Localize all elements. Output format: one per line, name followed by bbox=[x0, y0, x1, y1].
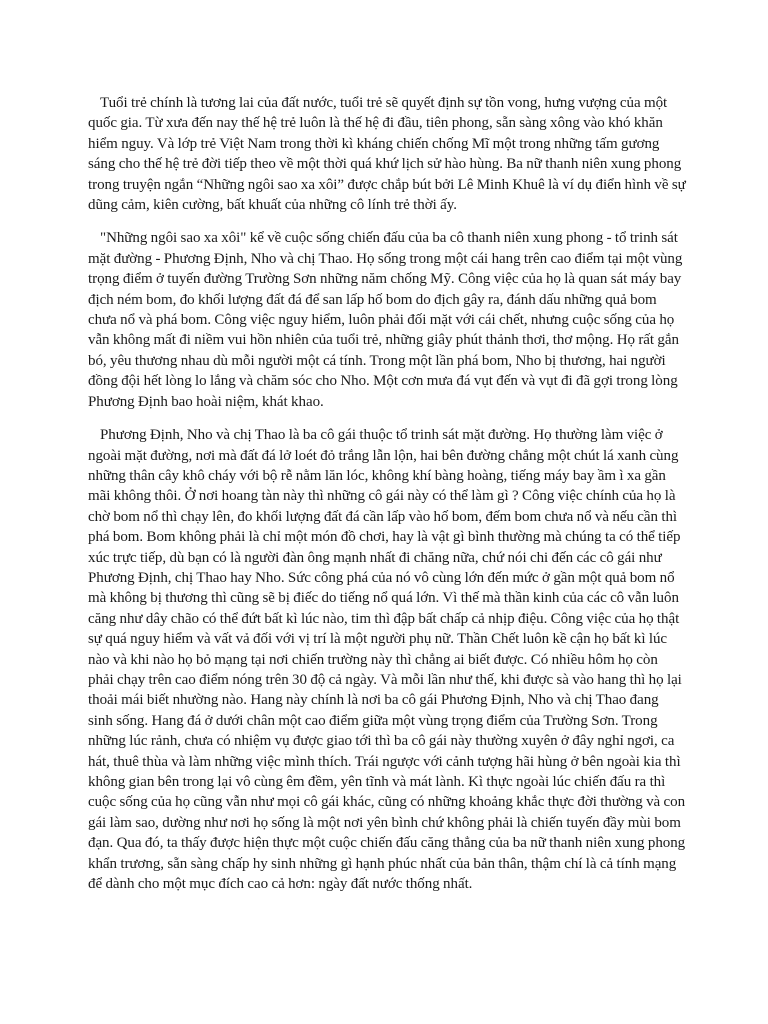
document-page bbox=[88, 93, 686, 907]
paragraph-intro: Tuổi trẻ chính là tương lai của đất nước, tuổi trẻ sẽ quyết định sự tồn vong, hưng vượng của một quốc gia. Từ xưa đến nay thế hệ trẻ luôn là thế hệ đi đầu, tiên phong, sẵn sàng xông vào khó khăn hiểm nguy. Và lớp trẻ Việt Nam trong thời kì kháng chiến chống Mĩ một trong những tấm gương sáng cho thế hệ trẻ đời tiếp theo về một thời quá khứ lịch sử hào hùng. Ba nữ thanh niên xung phong trong truyện ngắn “Những ngôi sao xa xôi” được chắp bút bởi Lê Minh Khuê là ví dụ điển hình về sự dũng cảm, kiên cường, bất khuất của những cô lính trẻ thời ấy. bbox=[88, 95, 686, 214]
paragraph-analysis: Phương Định, Nho và chị Thao là ba cô gái thuộc tổ trinh sát mặt đường. Họ thường làm việc ở ngoài mặt đường, nơi mà đất đá lở loét đỏ trắng lẫn lộn, hai bên đường chẳng một chút lá xanh cùng những thân cây khô cháy với bộ rễ nằm lăn lóc, không khí bàng hoàng, tiếng máy bay ầm ì xa gần mãi không thôi. Ở nơi hoang tàn này thì những cô gái này có thể làm gì ? Công việc chính của họ là chờ bom nổ thì chạy lên, đo khối lượng đất đá cần lấp vào hố bom, đếm bom chưa nổ và nếu cần thì phá bom. Bom không phải là chỉ một món đồ chơi, hay là vật gì bình thường mà chúng ta có thể tiếp xúc trực tiếp, dù bạn có là người đàn ông mạnh nhất đi chăng nữa, chứ nói chi đến các cô gái như Phương Định, chị Thao hay Nho. Sức công phá của nó vô cùng lớn đến mức ở gần một quả bom nổ mà không bị thương thì cũng sẽ bị điếc do tiếng nổ quá lớn. Vì thế mà thần kinh của các cô vẫn luôn căng như dây chão có thể đứt bất kì lúc nào, tim thì đập bất chấp cả nhịp điệu. Công việc của họ thật sự quá nguy hiểm và vất vả đối với vị trí là một người phụ nữ. Thần Chết luôn kề cận họ bất kì lúc nào và khi nào họ bỏ mạng tại nơi chiến trường này thì chẳng ai biết được. Có nhiều hôm họ còn phải chạy trên cao điểm nóng trên 30 độ cả ngày. Và mỗi lần như thế, khi được sà vào hang thì họ lại thoải mái biết nhường nào. Hang này chính là nơi ba cô gái Phương Định, Nho và chị Thao đang sinh sống. Hang đá ở dưới chân một cao điểm giữa một vùng trọng điểm của Trường Sơn. Trong những lúc rảnh, chưa có nhiệm vụ được giao tới thì ba cô gái này thường xuyên ở đây nghỉ ngơi, ca hát, thuê thùa và làm những việc mình thích. Trái ngược với cảnh tượng hãi hùng ở bên ngoài kia thì không gian bên trong lại vô cùng êm đềm, yên tĩnh và mát lành. Kì thực ngoài lúc chiến đấu ra thì cuộc sống của họ cũng vẫn như mọi cô gái khác, cũng có những khoảng khắc thực đời thường và con gái làm sao, dường như nơi họ sống là một nơi yên bình chứ không phải là chiến tuyến đầy mùi bom đạn. Qua đó, ta thấy được hiện thực một cuộc chiến đấu căng thẳng của ba nữ thanh niên xung phong khẩn trương, sẵn sàng chấp hy sinh những gì hạnh phúc nhất của bản thân, thậm chí là cả tính mạng để dành cho một mục đích cao cả hơn: ngày đất nước thống nhất. bbox=[88, 427, 686, 893]
paragraph-summary: "Những ngôi sao xa xôi" kể về cuộc sống chiến đấu của ba cô thanh niên xung phong - tổ trinh sát mặt đường - Phương Định, Nho và chị Thao. Họ sống trong một cái hang trên cao điểm tại một vùng trọng điểm ở tuyến đường Trường Sơn những năm chống Mỹ. Công việc của họ là quan sát máy bay địch ném bom, đo khối lượng đất đá để san lấp hố bom do địch gây ra, đánh dấu những quả bom chưa nổ và phá bom. Công việc nguy hiểm, luôn phải đối mặt với cái chết, nhưng cuộc sống của họ vẫn không mất đi niềm vui hồn nhiên của tuổi trẻ, những giây phút thảnh thơi, thơ mộng. Họ rất gắn bó, yêu thương nhau dù mỗi người một cá tính. Trong một lần phá bom, Nho bị thương, hai người đồng đội hết lòng lo lắng và chăm sóc cho Nho. Một cơn mưa đá vụt đến và vụt đi đã gợi trong lòng Phương Định bao hoài niệm, khát khao. bbox=[88, 230, 683, 410]
